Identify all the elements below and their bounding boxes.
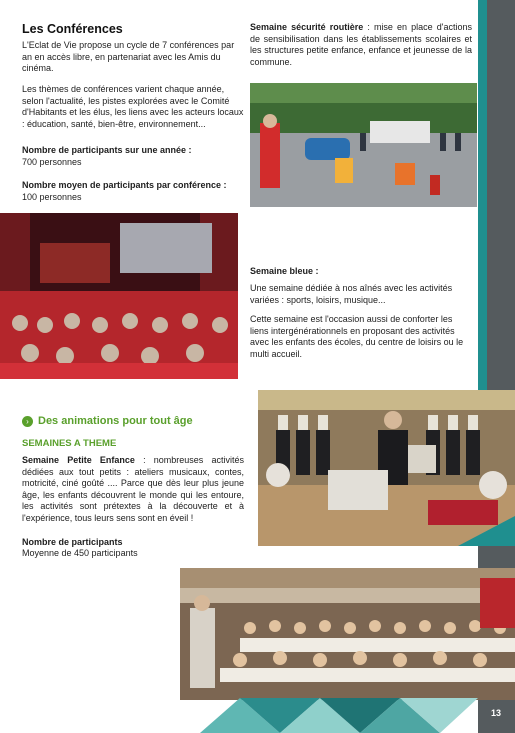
animations-section-title: Des animations pour tout âge (38, 415, 193, 427)
animations-bullet-icon: › (22, 416, 33, 427)
page-number: 13 (490, 708, 501, 718)
securite-paragraph (250, 22, 472, 68)
participants-year-value: 700 personnes (22, 157, 82, 167)
semaines-theme-subheading: SEMAINES A THEME (22, 438, 117, 449)
securite-title: Semaine sécurité routière (250, 22, 364, 32)
petite-enfance-title: Semaine Petite Enfance (22, 455, 135, 465)
bleue-paragraph-1: Une semaine dédiée à nos aînés avec les activités variées : sports, loisirs, musique... (250, 283, 453, 305)
participants-year-label: Nombre de participants sur une année : (22, 145, 192, 155)
cinema-photo (0, 213, 238, 379)
conferences-title: Les Conférences (22, 22, 123, 36)
road-safety-photo (250, 83, 477, 207)
petite-enfance-paragraph (22, 455, 244, 524)
bleue-title: Semaine bleue : (250, 266, 319, 276)
conferences-paragraph-1: L'Eclat de Vie propose un cycle de 7 conférences par an en accès libre, en partenariat avec les Amis du cinéma. (22, 40, 235, 73)
petite-enfance-text: : nombreuses activités dédiées aux tout petits : ateliers musicaux, contes, motricité, ciné goûté .... Parce que dès leur plus jeune âge, les enfants découvrent le monde qui les entoure, les activités sont prétextes à la découverte et à l'expérience, tous leurs sens sont en éveil ! (22, 455, 244, 523)
animations-participants-value: Moyenne de 450 participants (22, 548, 138, 558)
bleue-paragraph-2: Cette semaine est l'occasion aussi de conforter les liens intergénérationnels en proposant des activités avec les enfants des écoles, du centre de loisirs ou le multi accueil. (250, 314, 464, 359)
participants-avg-label: Nombre moyen de participants par conférence : (22, 180, 227, 190)
animations-participants-label: Nombre de participants (22, 537, 123, 547)
securite-text: : mise en place d'actions de sensibilisation dans les établissements scolaires et les structures petite enfance, enfance et jeunesse de la commune. (250, 22, 472, 67)
accordion-choir-photo (258, 390, 515, 546)
conferences-paragraph-2: Les thèmes de conférences varient chaque année, selon l'actualité, les pistes explorées avec le Comité d'Habitants et les élus, les liens avec les acteurs locaux : éducation, santé, bien-être, environnement... (22, 84, 244, 129)
sidebar-teal-bar (478, 0, 487, 395)
participants-avg-value: 100 personnes (22, 192, 82, 202)
banquet-photo (180, 568, 515, 700)
decorative-triangles (200, 698, 515, 733)
